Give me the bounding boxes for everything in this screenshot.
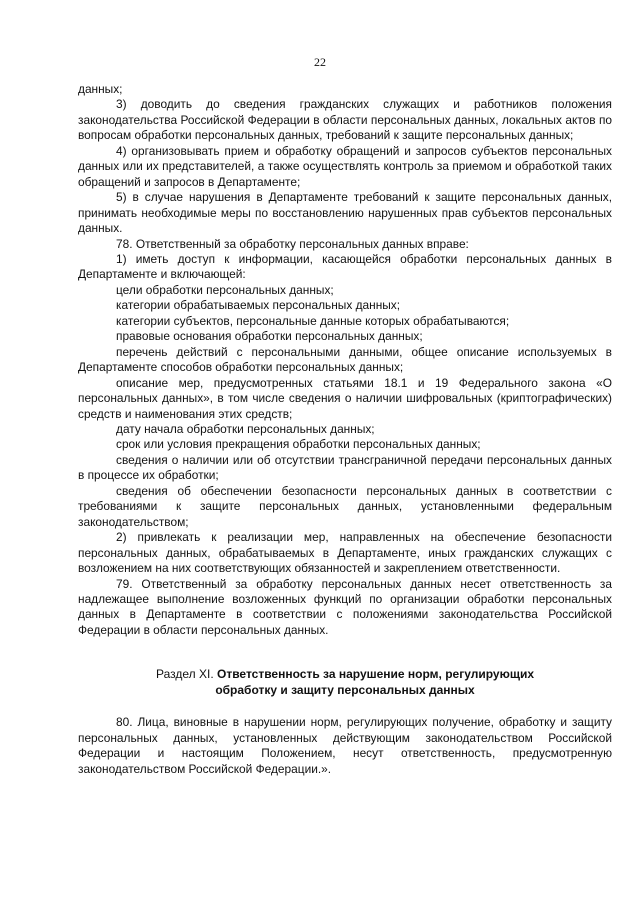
section-prefix: Раздел XI. — [155, 667, 217, 681]
paragraph: 5) в случае нарушения в Департаменте требований к защите персональных данных, принимать необходимые меры по восстановлению нарушенных прав субъектов персональных данных. — [78, 190, 612, 236]
document-body — [78, 82, 612, 638]
page-number: 22 — [314, 55, 326, 69]
paragraph: сведения о наличии или об отсутствии трансграничной передачи персональных данных в процессе их обработки; — [78, 452, 612, 483]
paragraph: 78. Ответственный за обработку персональных данных вправе: — [116, 236, 469, 251]
paragraph: 4) организовывать прием и обработку обращений и запросов субъектов персональных данных или их представителей, а также осуществлять контроль за приемом и обработкой таких обращений и запросов в Департаменте; — [78, 143, 612, 189]
section-heading — [78, 666, 612, 698]
paragraph: 3) доводить до сведения гражданских служащих и работников положения законодательства Российской Федерации в области персональных данных, локальных актов по вопросам обработки персональных данных, требований к защите персональных данных; — [78, 97, 612, 143]
paragraph: данных; — [78, 82, 123, 96]
paragraph: срок или условия прекращения обработки персональных данных; — [116, 437, 481, 452]
paragraph: категории субъектов, персональные данные которых обрабатываются; — [116, 313, 510, 328]
paragraph: цели обработки персональных данных; — [116, 282, 334, 297]
paragraph: сведения об обеспечении безопасности персональных данных в соответствии с требованиями к защите персональных данных, установленными федеральным законодательством; — [78, 483, 612, 529]
paragraph: перечень действий с персональными данными, общее описание используемых в Департаменте способов обработки персональных данных; — [78, 344, 612, 375]
paragraph: 1) иметь доступ к информации, касающейся обработки персональных данных в Департаменте и включающей: — [78, 251, 612, 282]
paragraph: дату начала обработки персональных данных; — [116, 421, 375, 436]
closing-section — [78, 715, 612, 777]
paragraph: правовые основания обработки персональных данных; — [116, 329, 423, 344]
paragraph: 80. Лица, виновные в нарушении норм, регулирующих получение, обработку и защиту персональных данных, установленных действующим законодательством Российской Федерации и настоящим Положением, несут ответственность, предусмотренную законодательством Российской Федерации.». — [78, 715, 612, 776]
paragraph: 2) привлекать к реализации мер, направленных на обеспечение безопасности персональных данных, обрабатываемых в Департаменте, иных гражданских служащих с возложением на них соответствующих обязанностей и закреплением ответственности. — [78, 530, 612, 576]
section-title-line1: Ответственность за нарушение норм, регулирующих — [217, 667, 535, 681]
paragraph: 79. Ответственный за обработку персональных данных несет ответственность за надлежащее выполнение возложенных функций по организации обработки персональных данных в Департаменте в соответствии с положениями законодательства Российской Федерации в области персональных данных. — [78, 576, 612, 637]
section-title-line2: обработку и защиту персональных данных — [215, 683, 475, 697]
paragraph: категории обрабатываемых персональных данных; — [116, 298, 401, 313]
paragraph: описание мер, предусмотренных статьями 18.1 и 19 Федерального закона «О персональных данных», в том числе сведения о наличии шифровальных (криптографических) средств и наименования этих средств; — [78, 375, 612, 421]
